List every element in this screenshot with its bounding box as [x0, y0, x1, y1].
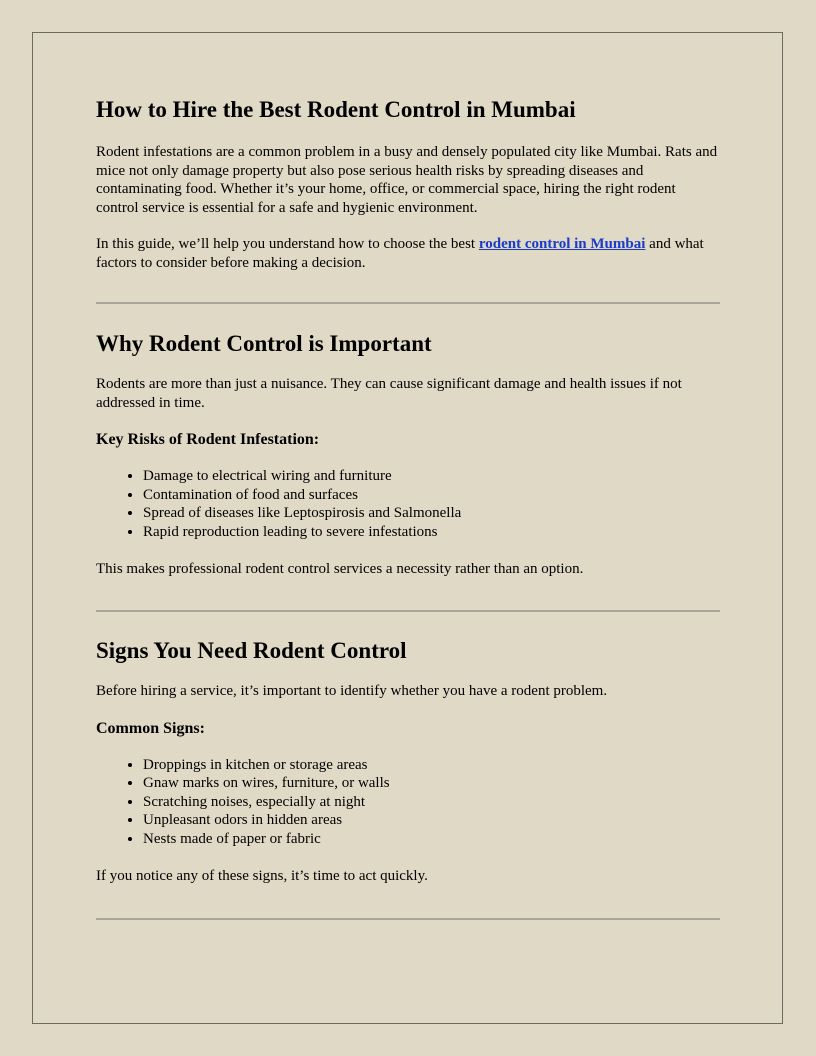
guide-text-before: In this guide, we’ll help you understand how to choose the best [96, 236, 479, 252]
importance-outro: This makes professional rodent control services a necessity rather than an option. [96, 561, 584, 577]
list-item: • Gnaw marks on wires, furniture, or walls [143, 774, 720, 793]
section-intro [96, 96, 720, 290]
list-item: • Unpleasant odors in hidden areas [143, 811, 720, 830]
section-heading-signs: Signs You Need Rodent Control [96, 638, 407, 663]
section-importance [96, 330, 720, 597]
signs-outro: If you notice any of these signs, it’s time to act quickly. [96, 868, 428, 884]
key-risks-subheading: Key Risks of Rodent Infestation: [96, 431, 320, 448]
rodent-control-mumbai-link[interactable]: rodent control in Mumbai [478, 236, 646, 252]
guide-paragraph [96, 235, 720, 272]
list-item: • Damage to electrical wiring and furniture [143, 467, 720, 486]
list-item: • Contamination of food and surfaces [143, 486, 720, 505]
divider [96, 302, 720, 304]
divider [96, 918, 720, 920]
list-item: • Nests made of paper or fabric [143, 830, 720, 849]
list-item: • Rapid reproduction leading to severe infestations [143, 523, 720, 542]
signs-intro: Before hiring a service, it’s important to identify whether you have a rodent problem. [96, 683, 608, 699]
list-item: • Scratching noises, especially at night [143, 793, 720, 812]
list-item: • Droppings in kitchen or storage areas [143, 756, 720, 775]
common-signs-list [96, 756, 720, 849]
section-signs [96, 637, 720, 904]
intro-paragraph: Rodent infestations are a common problem in a busy and densely populated city like Mumbai. Rats and mice not only damage property but also pose serious health risks by spreading diseases and contaminating food. Whether it’s your home, office, or commercial space, hiring the right rodent control service is essential for a safe and hygienic environment. [96, 144, 718, 216]
common-signs-subheading: Common Signs: [96, 719, 205, 737]
guide-text-after: and what factors to consider before making a decision. [96, 236, 704, 271]
importance-intro: Rodents are more than just a nuisance. They can cause significant damage and health issues if not addressed in time. [96, 376, 682, 411]
divider [96, 610, 720, 612]
section-heading-importance: Why Rodent Control is Important [96, 331, 432, 356]
list-item: • Spread of diseases like Leptospirosis and Salmonella [143, 504, 720, 523]
key-risks-list [96, 467, 720, 541]
main-title: How to Hire the Best Rodent Control in Mumbai [96, 97, 576, 122]
